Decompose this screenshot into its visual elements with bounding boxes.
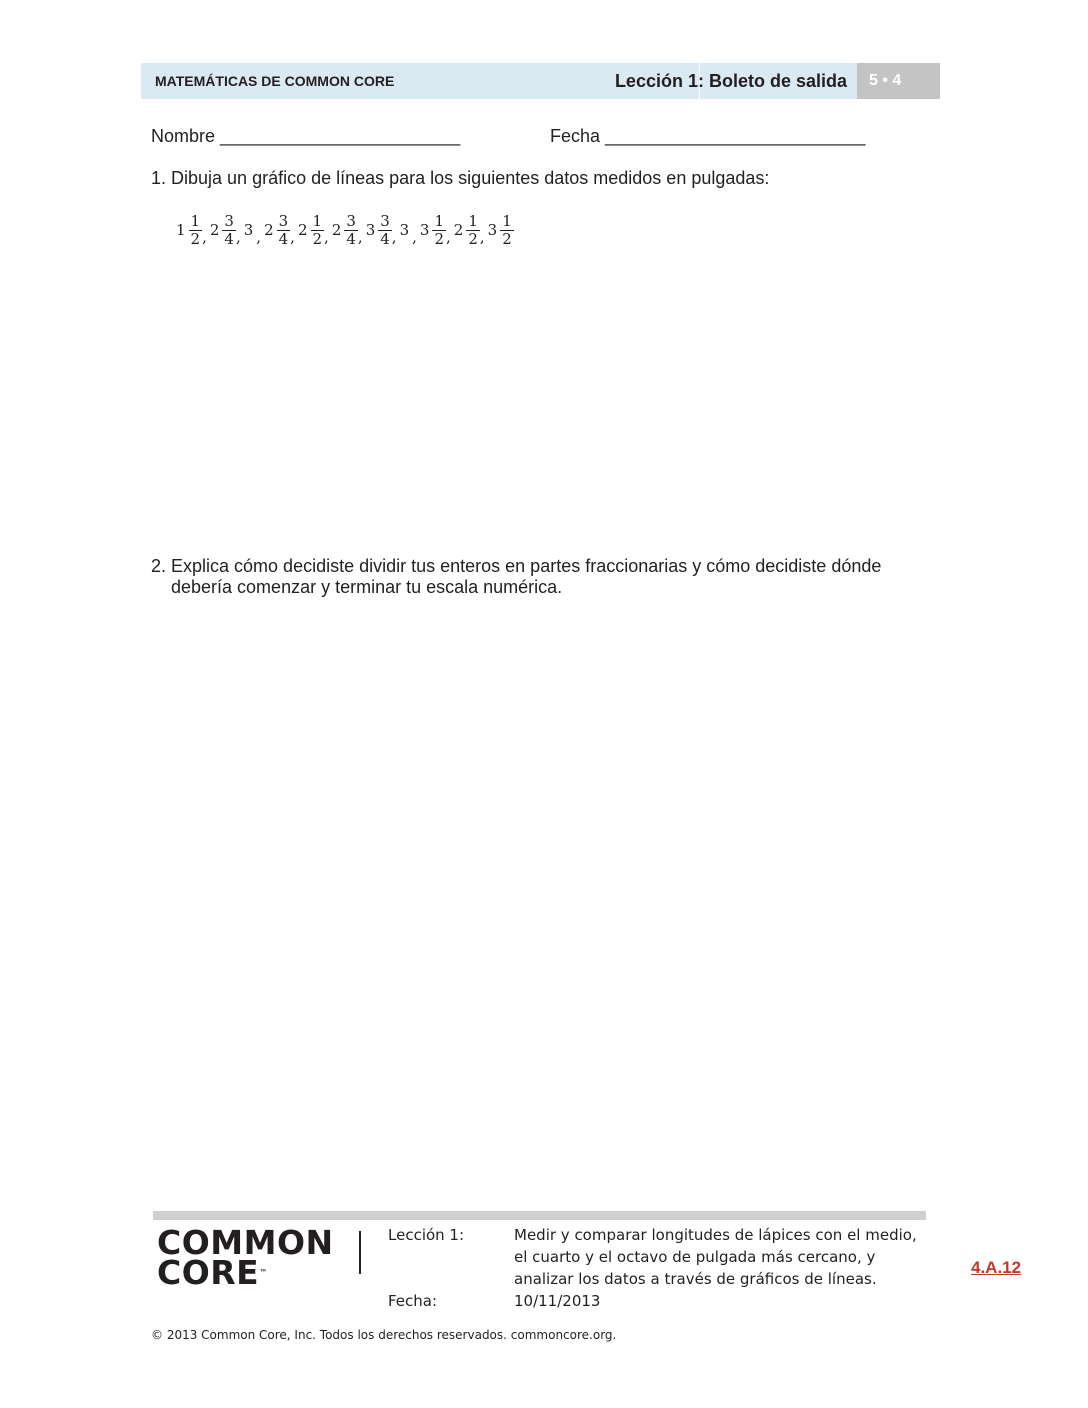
mixed-number [332,213,358,248]
logo-line-1: COMMON [157,1223,334,1262]
name-label: Nombre [151,126,216,146]
date-field[interactable] [550,126,865,147]
denominator: 4 [380,229,390,248]
comma-separator: , [357,228,363,246]
mixed-number [400,221,413,239]
logo-separator [359,1231,361,1274]
course-title: MATEMÁTICAS DE COMMON CORE [155,73,395,89]
comma-separator: , [479,228,485,246]
whole-part: 2 [453,221,464,239]
fraction [500,213,514,248]
fraction [378,213,392,248]
whole-part: 3 [243,221,254,239]
mixed-number [244,221,257,239]
numerator: 1 [312,211,323,230]
measurement-data-list [176,206,514,254]
numerator: 3 [346,211,356,230]
lesson-title: Lección 1: Boleto de salida [614,71,847,91]
comma-separator: , [290,228,295,246]
comma-separator: , [412,228,417,246]
comma-separator: , [256,228,262,246]
footer-lesson-label: Lección 1: [388,1226,465,1244]
numerator: 1 [502,211,512,230]
fraction [222,213,236,248]
fraction [344,213,358,248]
question-2-line-1: 2. Explica cómo decidiste dividir tus enteros en partes fraccionarias y cómo decidiste dónde [151,556,882,576]
numerator: 1 [434,211,444,230]
denominator: 2 [312,229,323,248]
name-line: ________________________ [220,126,461,146]
denominator: 4 [224,229,234,248]
whole-part: 2 [264,221,274,239]
mixed-number [298,213,324,248]
fraction [277,213,291,248]
standard-code-link[interactable]: 4.A.12 [971,1258,1022,1277]
fraction [189,213,203,248]
question-2-line-2: debería comenzar y terminar tu escala numérica. [171,577,563,597]
footer-divider-bar [153,1211,926,1220]
grade-module-badge: 5 • 4 [857,63,940,99]
numerator: 1 [190,211,201,230]
mixed-number [264,213,290,248]
mixed-number [454,213,480,248]
numerator: 1 [468,211,478,230]
whole-part: 2 [297,221,308,239]
denominator: 2 [434,229,444,248]
whole-part: 3 [365,221,376,239]
mixed-number [420,213,446,248]
copyright-notice: © 2013 Common Core, Inc. Todos los derechos reservados. commoncore.org. [151,1328,617,1342]
comma-separator: , [446,228,451,246]
denominator: 4 [346,229,356,248]
question-1-text: 1. Dibuja un gráfico de líneas para los siguientes datos medidos en pulgadas: [151,168,770,188]
comma-separator: , [202,228,207,246]
common-core-logo [157,1223,357,1292]
comma-separator: , [235,228,241,246]
whole-part: 1 [176,221,186,239]
denominator: 2 [190,229,201,248]
mixed-number [366,213,392,248]
whole-part: 2 [331,221,342,239]
footer-date-label: Fecha: [388,1292,438,1310]
denominator: 2 [502,229,512,248]
question-2-text [151,556,911,598]
whole-part: 3 [419,221,430,239]
fraction [432,213,446,248]
footer-lesson-description: Medir y comparar longitudes de lápices con el medio, el cuarto y el octavo de pulgada más cercano, y analizar los datos a través de gráficos de líneas. [514,1226,917,1288]
denominator: 4 [278,229,289,248]
numerator: 3 [380,211,390,230]
whole-part: 3 [399,221,410,239]
page-header [141,63,940,99]
whole-part: 3 [487,221,498,239]
numerator: 3 [224,211,234,230]
mixed-number [210,213,236,248]
fraction [466,213,480,248]
date-line: __________________________ [605,126,866,146]
footer-date-value: 10/11/2013 [514,1292,601,1310]
fraction [311,213,325,248]
numerator: 3 [278,211,289,230]
mixed-number [488,213,514,248]
whole-part: 2 [209,221,220,239]
logo-trademark: ™ [259,1268,268,1277]
comma-separator: , [391,228,397,246]
denominator: 2 [468,229,478,248]
comma-separator: , [324,228,329,246]
logo-line-2: CORE [157,1253,260,1292]
mixed-number [176,213,202,248]
date-label: Fecha [550,126,601,146]
name-field[interactable] [151,126,460,147]
